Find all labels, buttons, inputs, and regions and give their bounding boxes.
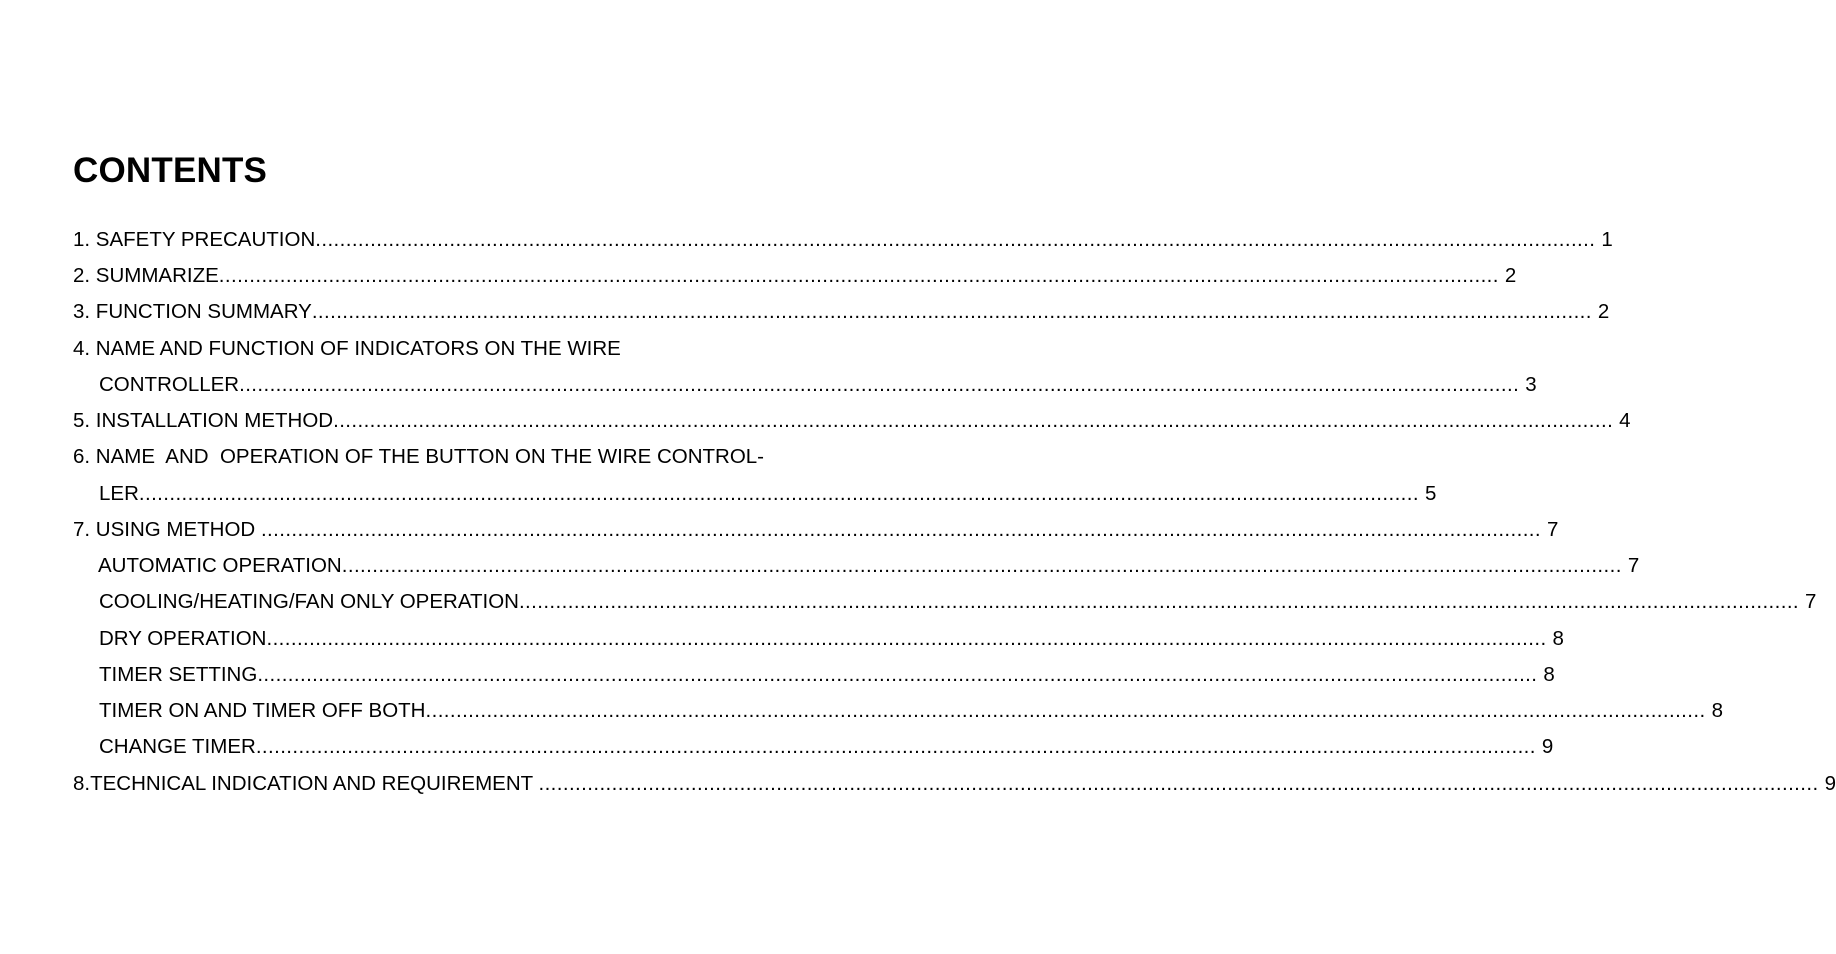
toc-dot-leader: .................................................................................................................................................................................................................. bbox=[425, 699, 1706, 722]
toc-page-number: 3 bbox=[1525, 373, 1537, 396]
toc-entry-text: TIMER ON AND TIMER OFF BOTH bbox=[99, 699, 426, 722]
toc-entry-technical-indication bbox=[73, 771, 1836, 797]
toc-entry-text: 1. SAFETY PRECAUTION bbox=[73, 228, 316, 251]
toc-dot-leader: .................................................................................................................................................................................................................. bbox=[538, 772, 1819, 795]
toc-entry-text: DRY OPERATION bbox=[99, 627, 267, 650]
toc-entry-safety-precaution bbox=[73, 227, 1613, 253]
toc-dot-leader: .................................................................................................................................................................................................................. bbox=[341, 554, 1622, 577]
toc-entry-using-method bbox=[73, 517, 1559, 543]
toc-entry-timer-on-off-both bbox=[99, 698, 1723, 724]
toc-page-number: 7 bbox=[1547, 518, 1559, 541]
toc-entry-text: AUTOMATIC OPERATION bbox=[98, 554, 342, 577]
toc-page-number: 7 bbox=[1627, 554, 1640, 577]
toc-entry-change-timer bbox=[99, 734, 1554, 760]
toc-dot-leader: .................................................................................................................................................................................................................. bbox=[315, 228, 1596, 251]
toc-entry-text: CHANGE TIMER bbox=[99, 735, 256, 758]
toc-entry-summarize bbox=[73, 263, 1517, 289]
toc-dot-leader: .................................................................................................................................................................................................................. bbox=[333, 409, 1614, 432]
toc-page-number: 5 bbox=[1424, 482, 1437, 505]
toc-entry-text: CONTROLLER bbox=[99, 373, 240, 396]
toc-entry-installation-method bbox=[73, 408, 1631, 434]
toc-dot-leader: .................................................................................................................................................................................................................. bbox=[218, 264, 1499, 287]
toc-entry-text: TIMER SETTING bbox=[99, 663, 258, 686]
toc-page-number: 2 bbox=[1597, 300, 1610, 323]
toc-entry-indicators-line1 bbox=[73, 336, 874, 362]
toc-page-number: 9 bbox=[1541, 735, 1554, 758]
toc-dot-leader: .................................................................................................................................................................................................................. bbox=[255, 735, 1536, 758]
toc-dot-leader: .................................................................................................................................................................................................................. bbox=[260, 518, 1542, 541]
toc-entry-text: 8.TECHNICAL INDICATION AND REQUIREMENT bbox=[73, 772, 539, 795]
toc-dot-leader: .................................................................................................................................................................................................................. bbox=[239, 373, 1520, 396]
toc-entry-cooling-heating-fan bbox=[99, 589, 1817, 615]
toc-entry-timer-setting bbox=[99, 662, 1555, 688]
toc-entry-text: 2. SUMMARIZE bbox=[73, 264, 219, 287]
toc-entry-function-summary bbox=[73, 299, 1610, 325]
toc-entry-automatic-operation bbox=[98, 553, 1640, 579]
toc-entry-button-operation-line1 bbox=[73, 444, 874, 470]
toc-page-number: 8 bbox=[1543, 663, 1555, 686]
toc-entry-button-operation-line2 bbox=[99, 481, 1437, 507]
toc-entry-text: COOLING/HEATING/FAN ONLY OPERATION bbox=[99, 590, 519, 613]
toc-entry-text: LER bbox=[99, 482, 139, 505]
toc-dot-leader: .................................................................................................................................................................................................................. bbox=[311, 300, 1592, 323]
toc-entry-text: 7. USING METHOD bbox=[73, 518, 261, 541]
toc-page-number: 1 bbox=[1601, 228, 1613, 251]
toc-dot-leader: .................................................................................................................................................................................................................. bbox=[266, 627, 1547, 650]
toc-page-number: 2 bbox=[1504, 264, 1517, 287]
toc-page-number: 8 bbox=[1552, 627, 1564, 650]
toc-entry-text: 6. NAME AND OPERATION OF THE BUTTON ON THE WIRE CONTROL- bbox=[73, 445, 764, 468]
toc-entry-indicators-line2 bbox=[99, 372, 1537, 398]
toc-page-number: 9 bbox=[1824, 772, 1836, 795]
toc-entry-text: 4. NAME AND FUNCTION OF INDICATORS ON THE WIRE bbox=[73, 337, 621, 360]
toc-entry-text: 5. INSTALLATION METHOD bbox=[73, 409, 334, 432]
toc-page-number: 4 bbox=[1619, 409, 1631, 432]
toc-page-number: 8 bbox=[1711, 699, 1723, 722]
page-title: CONTENTS bbox=[73, 151, 268, 190]
toc-page-number: 7 bbox=[1805, 590, 1817, 613]
toc-dot-leader: .................................................................................................................................................................................................................. bbox=[257, 663, 1538, 686]
toc-entry-text: 3. FUNCTION SUMMARY bbox=[73, 300, 312, 323]
toc-dot-leader: .................................................................................................................................................................................................................. bbox=[138, 482, 1419, 505]
toc-entry-dry-operation bbox=[99, 626, 1564, 652]
toc-dot-leader: .................................................................................................................................................................................................................. bbox=[518, 590, 1800, 613]
